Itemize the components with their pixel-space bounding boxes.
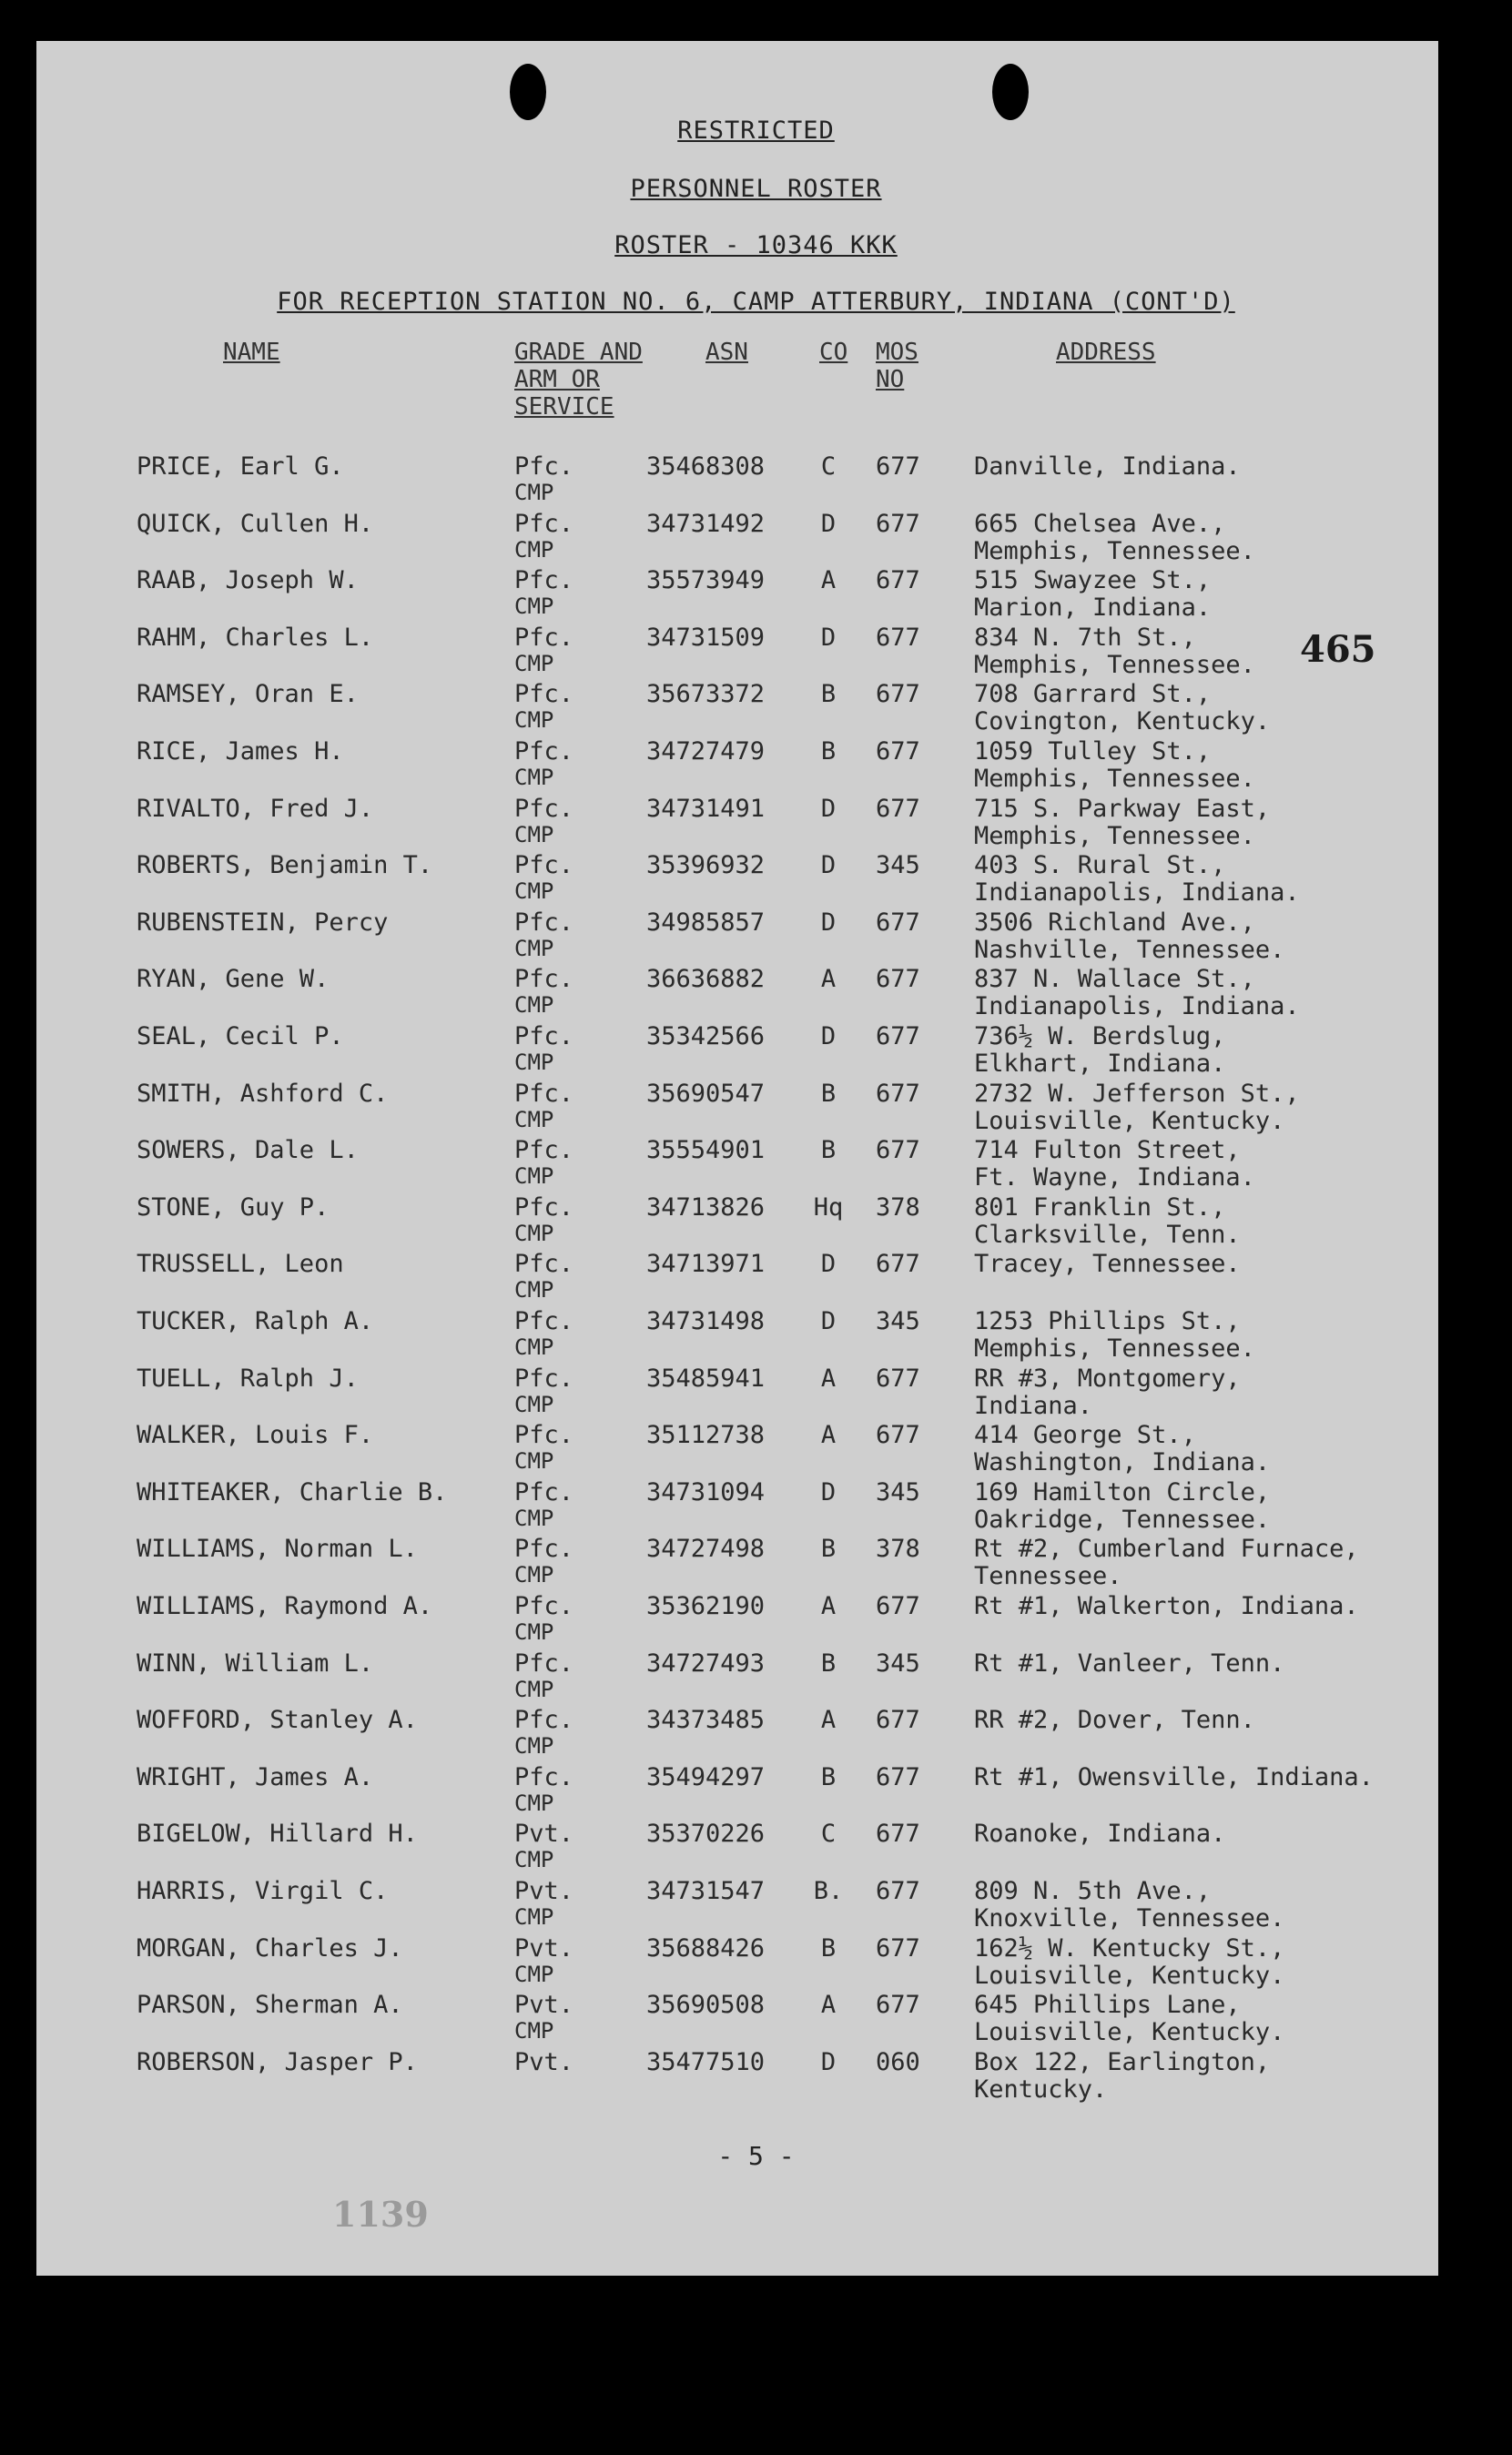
arm-or-service: CMP [514,1733,554,1760]
address-line-2: Indianapolis, Indiana. [974,992,1300,1021]
address-line-1: Rt #2, Cumberland Furnace, [974,1535,1359,1564]
person-name: PRICE, Earl G. [137,452,344,481]
address-line-1: 2732 W. Jefferson St., [974,1079,1300,1108]
grade: Pvt. [514,2047,574,2076]
address-line-1: RR #3, Montgomery, [974,1364,1241,1393]
mos-number: 677 [876,1933,920,1963]
address-line-1: 809 N. 5th Ave., [974,1877,1212,1905]
grade: Pfc. [514,1421,574,1450]
col-mos-header-2: NO [876,366,905,393]
table-row [0,1478,1512,1535]
address-line-1: Danville, Indiana. [974,452,1241,481]
table-row [0,1706,1512,1762]
arm-or-service: CMP [514,992,554,1019]
company: A [820,566,837,595]
address-line-1: 515 Swayzee St., [974,566,1212,595]
mos-number: 378 [876,1535,920,1564]
address-line-1: Rt #1, Walkerton, Indiana. [974,1592,1359,1620]
mos-number: 677 [876,452,920,481]
mos-number: 677 [876,1592,920,1620]
arm-or-service: CMP [514,1163,554,1190]
arm-or-service: CMP [514,821,554,847]
address-line-2: Kentucky. [974,2075,1108,2104]
arm-or-service: CMP [514,1277,554,1304]
grade: Pvt. [514,1933,574,1963]
arm-or-service: CMP [514,1106,554,1132]
arm-or-service: CMP [514,765,554,790]
mos-number: 677 [876,1706,920,1735]
serial-number: 34731547 [646,1877,766,1905]
address-line-1: 169 Hamilton Circle, [974,1477,1271,1506]
person-name: RYAN, Gene W. [137,965,330,994]
serial-number: 35673372 [646,680,766,709]
person-name: BIGELOW, Hillard H. [137,1820,418,1849]
arm-or-service: CMP [514,1334,554,1360]
address-line-1: 1059 Tulley St., [974,737,1212,766]
grade: Pfc. [514,1079,574,1108]
serial-number: 35112738 [646,1421,766,1450]
address-line-1: 714 Fulton Street, [974,1136,1241,1165]
address-line-1: Rt #1, Owensville, Indiana. [974,1762,1374,1791]
company: B [820,1535,837,1564]
person-name: WOFFORD, Stanley A. [137,1706,418,1735]
table-row [0,624,1512,680]
mos-number: 677 [876,794,920,823]
person-name: SMITH, Ashford C. [137,1079,389,1108]
mos-number: 677 [876,680,920,709]
arm-or-service: CMP [514,1847,554,1873]
serial-number: 35477510 [646,2047,766,2076]
arm-or-service: CMP [514,1448,554,1475]
grade: Pfc. [514,623,574,652]
person-name: WHITEAKER, Charlie B. [137,1477,448,1506]
serial-number: 35688426 [646,1933,766,1963]
serial-number: 35573949 [646,566,766,595]
address-line-2: Clarksville, Tenn. [974,1220,1241,1249]
grade: Pfc. [514,1477,574,1506]
person-name: SOWERS, Dale L. [137,1136,359,1165]
table-row [0,851,1512,908]
address-line-1: 1253 Phillips St., [974,1307,1241,1335]
serial-number: 34731498 [646,1307,766,1335]
arm-or-service: CMP [514,935,554,961]
table-row [0,452,1512,509]
serial-number: 34731491 [646,794,766,823]
grade: Pfc. [514,1250,574,1279]
address-line-2: Memphis, Tennessee. [974,650,1255,679]
serial-number: 35494297 [646,1762,766,1791]
address-line-2: Knoxville, Tennessee. [974,1904,1285,1933]
serial-number: 35468308 [646,452,766,481]
grade: Pfc. [514,1136,574,1165]
table-row [0,2048,1512,2105]
grade: Pfc. [514,452,574,481]
person-name: TRUSSELL, Leon [137,1250,344,1279]
table-row [0,1592,1512,1649]
address-line-1: 837 N. Wallace St., [974,965,1255,994]
arm-or-service: CMP [514,1220,554,1246]
table-row [0,1250,1512,1306]
mos-number: 677 [876,1991,920,2020]
person-name: RAAB, Joseph W. [137,566,359,595]
table-row [0,566,1512,623]
person-name: ROBERTS, Benjamin T. [137,851,433,880]
arm-or-service: CMP [514,536,554,563]
serial-number: 34985857 [646,908,766,937]
person-name: WRIGHT, James A. [137,1762,374,1791]
station-heading: FOR RECEPTION STATION NO. 6, CAMP ATTERBURY, INDIANA (CONT'D) [277,288,1235,316]
company: B [820,1079,837,1108]
mos-number: 677 [876,1250,920,1279]
address-line-2: Memphis, Tennessee. [974,1334,1255,1363]
mos-number: 677 [876,1136,920,1165]
arm-or-service: CMP [514,2018,554,2044]
arm-or-service: CMP [514,707,554,734]
table-row [0,1022,1512,1079]
grade: Pfc. [514,1535,574,1564]
table-row [0,1307,1512,1364]
mos-number: 677 [876,623,920,652]
serial-number: 34713971 [646,1250,766,1279]
company: C [820,1820,837,1849]
serial-number: 34713826 [646,1192,766,1222]
address-line-2: Oakridge, Tennessee. [974,1505,1271,1534]
table-row [0,737,1512,794]
arm-or-service: CMP [514,1790,554,1816]
table-row [0,1136,1512,1192]
mos-number: 677 [876,737,920,766]
arm-or-service: CMP [514,1961,554,1987]
arm-or-service: CMP [514,1505,554,1531]
company: B [820,1649,837,1678]
col-address-header: ADDRESS [1056,339,1156,366]
grade: Pfc. [514,1192,574,1222]
mos-number: 677 [876,965,920,994]
grade: Pfc. [514,1706,574,1735]
address-line-2: Memphis, Tennessee. [974,765,1255,793]
mos-number: 677 [876,1820,920,1849]
grade: Pfc. [514,1592,574,1620]
address-line-2: Memphis, Tennessee. [974,821,1255,850]
address-line-1: Box 122, Earlington, [974,2047,1271,2076]
grade: Pfc. [514,794,574,823]
mos-number: 677 [876,1079,920,1108]
company: B. [813,1877,844,1905]
col-mos-header-1: MOS [876,339,918,366]
address-line-2: Louisville, Kentucky. [974,1961,1285,1990]
serial-number: 34731509 [646,623,766,652]
mos-number: 677 [876,509,920,538]
grade: Pfc. [514,680,574,709]
page-number: - 5 - [717,2141,795,2171]
grade: Pvt. [514,1820,574,1849]
address-line-1: 834 N. 7th St., [974,623,1196,652]
address-line-2: Elkhart, Indiana. [974,1050,1226,1078]
address-line-2: Indianapolis, Indiana. [974,878,1300,908]
serial-number: 34727479 [646,737,766,766]
address-line-2: Ft. Wayne, Indiana. [974,1163,1255,1192]
mos-number: 677 [876,908,920,937]
address-line-2: Louisville, Kentucky. [974,1106,1285,1135]
col-co-header: CO [819,339,848,366]
address-line-1: Tracey, Tennessee. [974,1250,1241,1279]
table-row [0,1080,1512,1136]
address-line-1: 665 Chelsea Ave., [974,509,1226,538]
address-line-1: 715 S. Parkway East, [974,794,1271,823]
mos-number: 677 [876,1022,920,1050]
company: Hq [813,1192,844,1222]
person-name: WILLIAMS, Norman L. [137,1535,418,1564]
mos-number: 345 [876,1307,920,1335]
grade: Pfc. [514,737,574,766]
roster-number: ROSTER - 10346 KKK [614,231,898,259]
company: B [820,1136,837,1165]
person-name: WILLIAMS, Raymond A. [137,1592,433,1620]
company: A [820,1364,837,1393]
table-row [0,1934,1512,1991]
person-name: PARSON, Sherman A. [137,1991,403,2020]
address-line-2: Marion, Indiana. [974,593,1212,623]
table-row [0,1193,1512,1250]
arm-or-service: CMP [514,1391,554,1417]
grade: Pfc. [514,1364,574,1393]
table-row [0,1649,1512,1706]
arm-or-service: CMP [514,1050,554,1075]
serial-number: 35485941 [646,1364,766,1393]
company: B [820,1762,837,1791]
company: D [820,623,837,652]
company: A [820,1991,837,2020]
grade: Pfc. [514,509,574,538]
arm-or-service: CMP [514,480,554,505]
company: B [820,1933,837,1963]
address-line-2: Covington, Kentucky. [974,707,1271,736]
address-line-1: 645 Phillips Lane, [974,1991,1241,2020]
company: D [820,1477,837,1506]
restricted-heading: RESTRICTED [677,117,835,145]
person-name: MORGAN, Charles J. [137,1933,403,1963]
address-line-2: Louisville, Kentucky. [974,2018,1285,2047]
arm-or-service: CMP [514,1904,554,1930]
grade: Pfc. [514,1307,574,1335]
footer-number: 1139 [332,2194,429,2235]
mos-number: 677 [876,1364,920,1393]
table-row [0,1763,1512,1820]
arm-or-service: CMP [514,1562,554,1588]
person-name: ROBERSON, Jasper P. [137,2047,418,2076]
person-name: HARRIS, Virgil C. [137,1877,389,1905]
arm-or-service: CMP [514,1619,554,1645]
person-name: RAMSEY, Oran E. [137,680,359,709]
company: D [820,1250,837,1279]
arm-or-service: CMP [514,878,554,905]
address-line-1: Rt #1, Vanleer, Tenn. [974,1649,1285,1678]
company: A [820,1421,837,1450]
address-line-1: 3506 Richland Ave., [974,908,1255,937]
person-name: QUICK, Cullen H. [137,509,374,538]
roster-heading: PERSONNEL ROSTER [630,175,882,203]
table-row [0,1877,1512,1933]
table-row [0,1991,1512,2047]
col-grade-header-3: SERVICE [514,393,614,421]
col-name-header: NAME [223,339,280,366]
serial-number: 35690547 [646,1079,766,1108]
mos-number: 345 [876,1649,920,1678]
company: D [820,851,837,880]
grade: Pvt. [514,1877,574,1905]
grade: Pfc. [514,1649,574,1678]
person-name: WINN, William L. [137,1649,374,1678]
company: D [820,794,837,823]
stamp-number: 465 [1300,628,1376,671]
company: D [820,908,837,937]
person-name: RUBENSTEIN, Percy [137,908,389,937]
address-line-1: 736½ W. Berdslug, [974,1022,1226,1050]
mos-number: 677 [876,1421,920,1450]
mos-number: 345 [876,851,920,880]
address-line-1: 414 George St., [974,1421,1196,1450]
mos-number: 677 [876,566,920,595]
grade: Pvt. [514,1991,574,2020]
mos-number: 345 [876,1477,920,1506]
company: A [820,1592,837,1620]
arm-or-service: CMP [514,1676,554,1702]
person-name: RICE, James H. [137,737,344,766]
table-row [0,1535,1512,1591]
grade: Pfc. [514,965,574,994]
person-name: RAHM, Charles L. [137,623,374,652]
serial-number: 35690508 [646,1991,766,2020]
company: C [820,452,837,481]
table-row [0,795,1512,851]
table-row [0,908,1512,965]
serial-number: 35362190 [646,1592,766,1620]
serial-number: 35554901 [646,1136,766,1165]
grade: Pfc. [514,566,574,595]
address-line-2: Washington, Indiana. [974,1448,1271,1477]
company: D [820,1022,837,1050]
serial-number: 34727498 [646,1535,766,1564]
table-row [0,1820,1512,1876]
serial-number: 35396932 [646,851,766,880]
punch-hole-right [992,64,1029,120]
serial-number: 35370226 [646,1820,766,1849]
arm-or-service: CMP [514,593,554,620]
grade: Pfc. [514,908,574,937]
address-line-1: 162½ W. Kentucky St., [974,1933,1285,1963]
address-line-1: 708 Garrard St., [974,680,1212,709]
address-line-1: RR #2, Dover, Tenn. [974,1706,1255,1735]
col-grade-header-1: GRADE AND [514,339,643,366]
company: D [820,1307,837,1335]
company: D [820,2047,837,2076]
person-name: RIVALTO, Fred J. [137,794,374,823]
mos-number: 677 [876,1877,920,1905]
address-line-1: 801 Franklin St., [974,1192,1226,1222]
address-line-2: Indiana. [974,1391,1093,1420]
address-line-1: 403 S. Rural St., [974,851,1226,880]
serial-number: 34731094 [646,1477,766,1506]
table-row [0,1421,1512,1477]
mos-number: 378 [876,1192,920,1222]
mos-number: 060 [876,2047,920,2076]
punch-hole-left [510,64,546,120]
company: B [820,737,837,766]
person-name: TUELL, Ralph J. [137,1364,359,1393]
table-row [0,510,1512,566]
serial-number: 35342566 [646,1022,766,1050]
person-name: SEAL, Cecil P. [137,1022,344,1050]
serial-number: 34373485 [646,1706,766,1735]
col-asn-header: ASN [705,339,748,366]
serial-number: 34727493 [646,1649,766,1678]
address-line-2: Nashville, Tennessee. [974,935,1285,964]
arm-or-service: CMP [514,650,554,676]
mos-number: 677 [876,1762,920,1791]
address-line-2: Tennessee. [974,1562,1122,1591]
table-row [0,680,1512,736]
address-line-2: Memphis, Tennessee. [974,536,1255,565]
col-grade-header-2: ARM OR [514,366,600,393]
person-name: TUCKER, Ralph A. [137,1307,374,1335]
grade: Pfc. [514,851,574,880]
company: B [820,680,837,709]
table-row [0,965,1512,1021]
person-name: WALKER, Louis F. [137,1421,374,1450]
table-row [0,1364,1512,1421]
company: A [820,1706,837,1735]
grade: Pfc. [514,1762,574,1791]
grade: Pfc. [514,1022,574,1050]
company: D [820,509,837,538]
serial-number: 34731492 [646,509,766,538]
serial-number: 36636882 [646,965,766,994]
person-name: STONE, Guy P. [137,1192,330,1222]
address-line-1: Roanoke, Indiana. [974,1820,1226,1849]
company: A [820,965,837,994]
